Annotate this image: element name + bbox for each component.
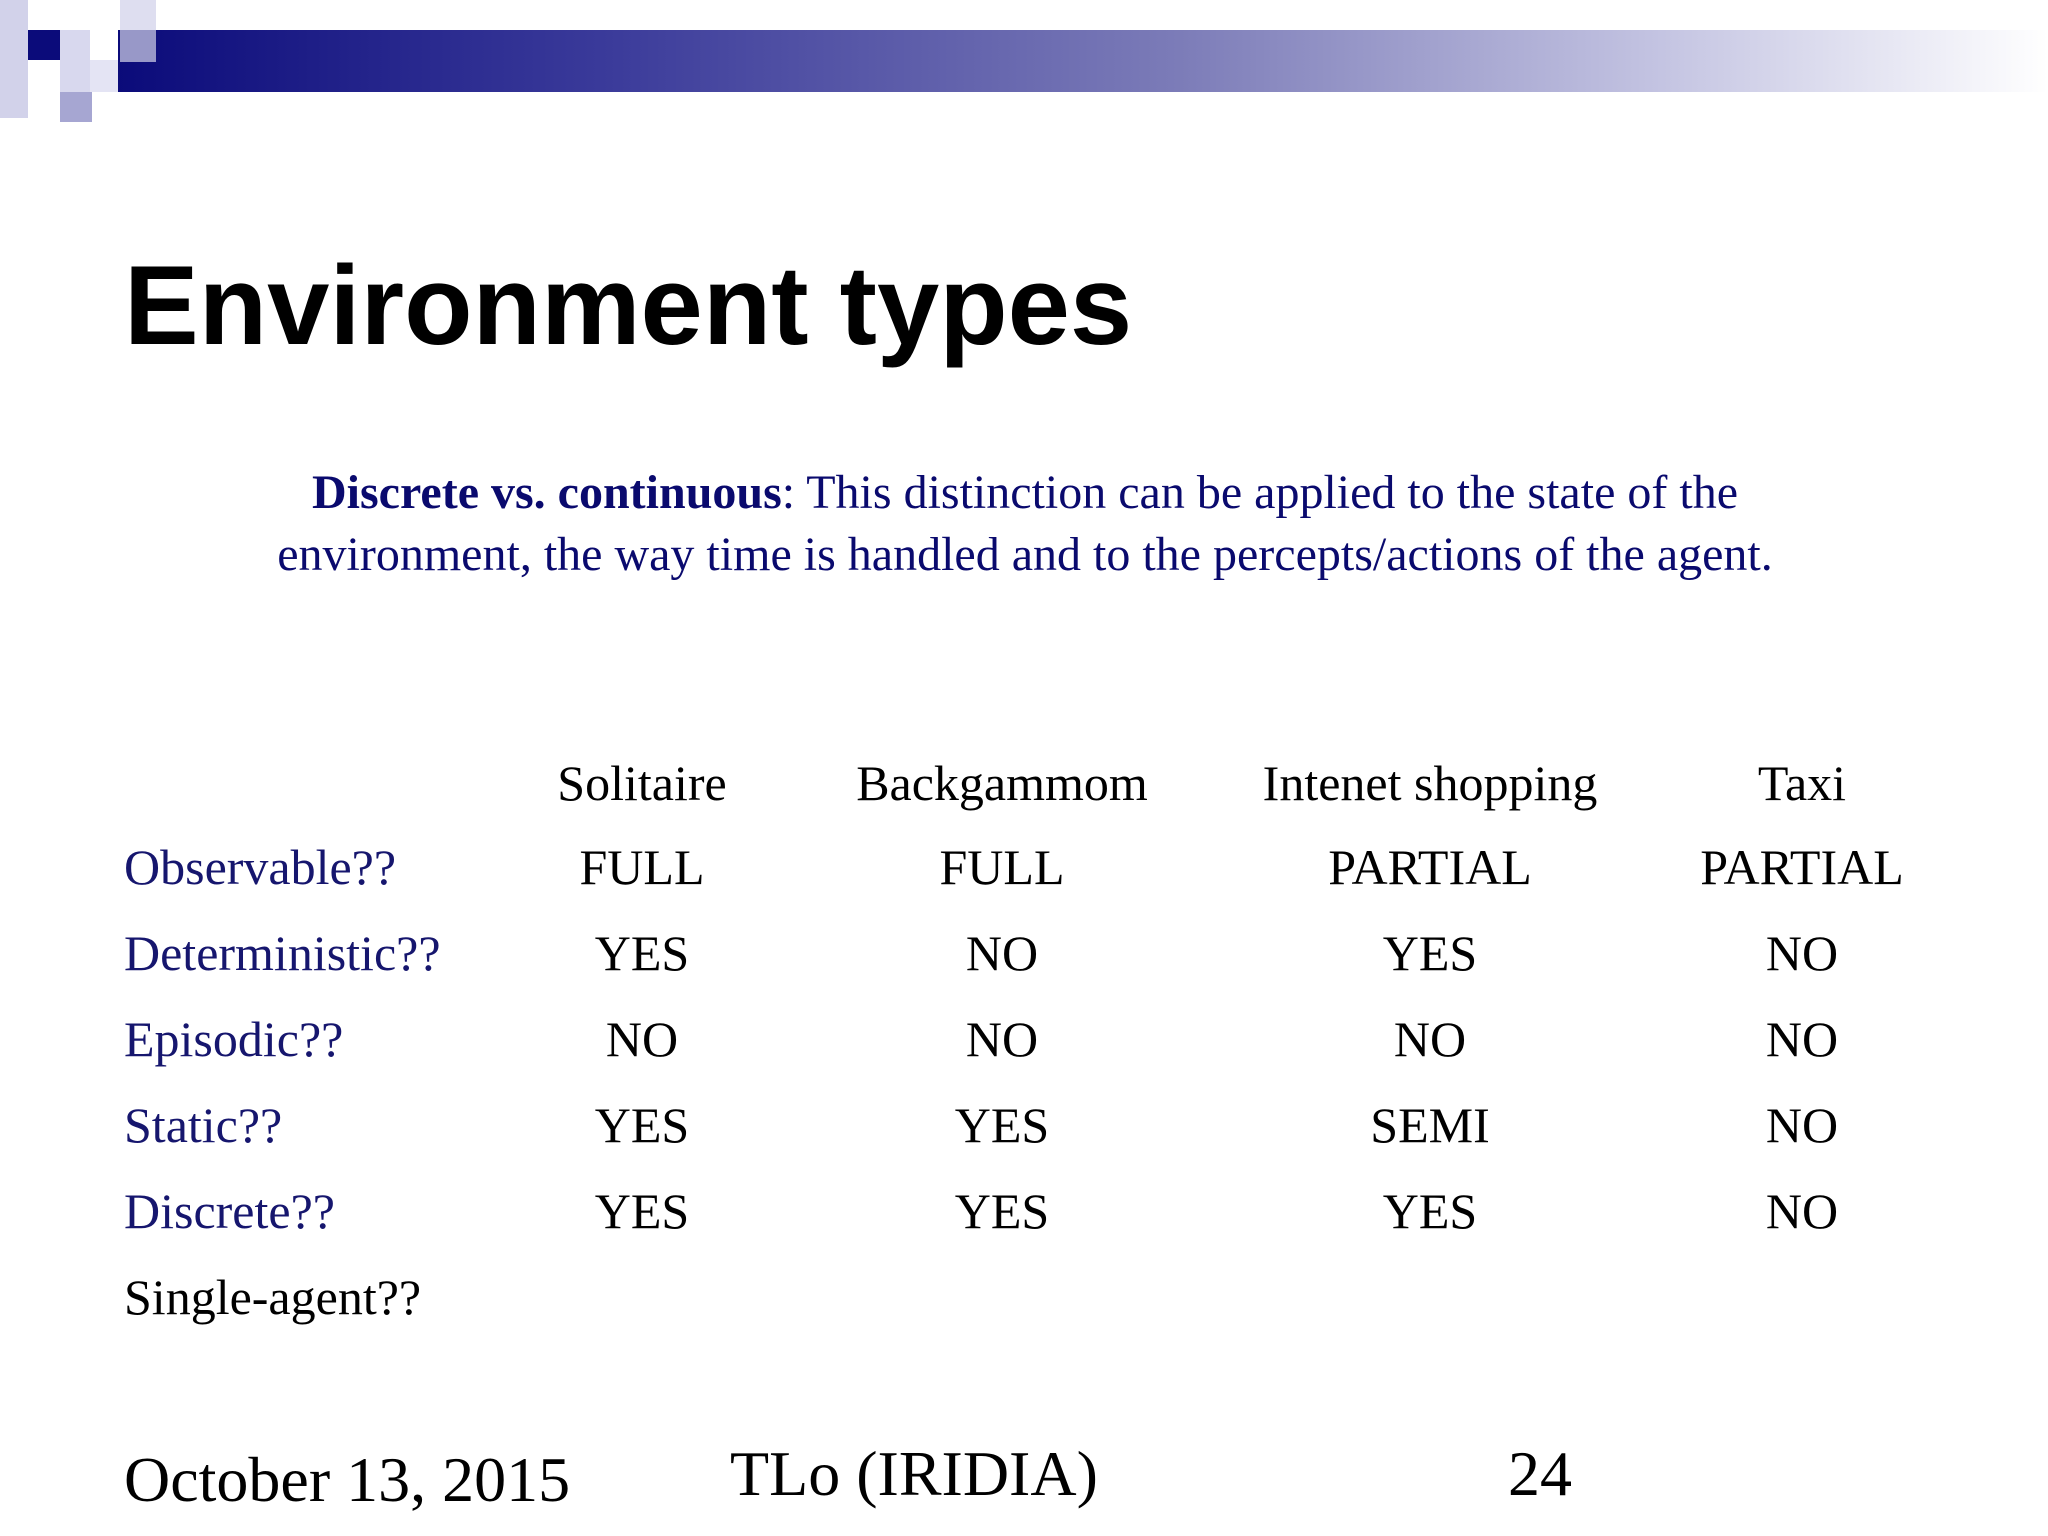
subtitle-term: Discrete vs. continuous bbox=[311, 466, 782, 519]
row-label-static: Static?? bbox=[124, 1097, 283, 1153]
header-decor-square bbox=[90, 60, 118, 92]
header-decor-square bbox=[60, 92, 92, 122]
header-decor-square bbox=[28, 30, 60, 60]
row-label-deterministic: Deterministic?? bbox=[124, 925, 441, 981]
table-cell: SEMI bbox=[1370, 1097, 1490, 1153]
header-gradient-bar bbox=[118, 30, 2048, 92]
table-cell: FULL bbox=[579, 839, 705, 895]
table-cell: NO bbox=[965, 1011, 1039, 1067]
column-header-taxi: Taxi bbox=[1757, 755, 1847, 811]
row-label-single-agent: Single-agent?? bbox=[124, 1269, 422, 1325]
table-cell: NO bbox=[1765, 1011, 1839, 1067]
column-header-solitaire: Solitaire bbox=[557, 755, 727, 811]
header-decor-square bbox=[0, 0, 28, 118]
table-cell: NO bbox=[1393, 1011, 1467, 1067]
table-cell: YES bbox=[1382, 1183, 1478, 1239]
slide-subtitle bbox=[180, 462, 1870, 586]
table-cell: YES bbox=[1382, 925, 1478, 981]
table-cell: NO bbox=[605, 1011, 679, 1067]
slide-number: 24 bbox=[1508, 1438, 1572, 1509]
table-cell: YES bbox=[954, 1097, 1050, 1153]
slide-title: Environment types bbox=[124, 243, 1133, 368]
table-cell: NO bbox=[965, 925, 1039, 981]
footer-author: TLo (IRIDIA) bbox=[730, 1438, 1098, 1509]
subtitle-definition: : This distinction can be applied to the state of the environment, the way time is handled and to the percepts/actions of the agent. bbox=[277, 466, 1773, 581]
header-decor-square bbox=[60, 30, 90, 92]
table-cell: NO bbox=[1765, 1183, 1839, 1239]
row-label-episodic: Episodic?? bbox=[124, 1011, 344, 1067]
row-label-observable: Observable?? bbox=[124, 839, 397, 895]
table-cell: YES bbox=[954, 1183, 1050, 1239]
table-cell: YES bbox=[594, 1097, 690, 1153]
column-header-backgammom: Backgammom bbox=[856, 755, 1148, 811]
table-cell: NO bbox=[1765, 1097, 1839, 1153]
column-header-internet-shopping: Intenet shopping bbox=[1262, 755, 1598, 811]
header-decor-square bbox=[120, 30, 156, 62]
header-decor-square bbox=[120, 0, 156, 30]
table-cell: PARTIAL bbox=[1328, 839, 1532, 895]
footer-date: October 13, 2015 bbox=[124, 1444, 571, 1515]
row-label-discrete: Discrete?? bbox=[124, 1183, 335, 1239]
table-cell: YES bbox=[594, 1183, 690, 1239]
table-cell: NO bbox=[1765, 925, 1839, 981]
table-cell: FULL bbox=[939, 839, 1065, 895]
table-cell: YES bbox=[594, 925, 690, 981]
table-cell: PARTIAL bbox=[1700, 839, 1904, 895]
